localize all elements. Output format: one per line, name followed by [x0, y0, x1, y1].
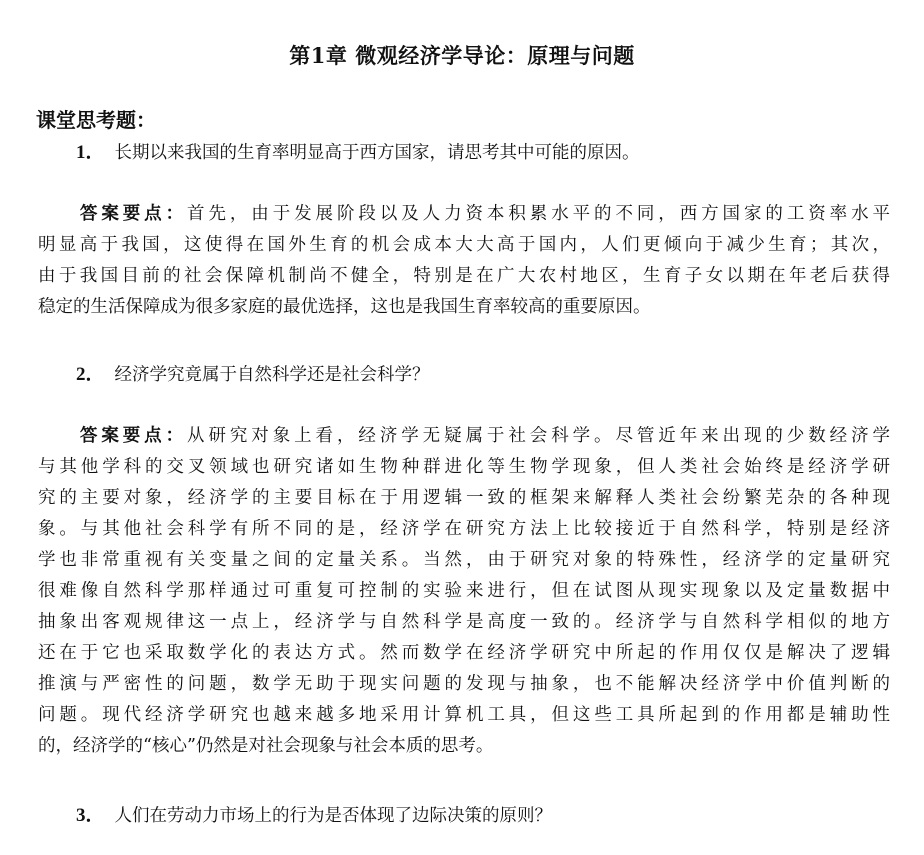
answer-line: 学也非常重视有关变量之间的定量关系。当然，由于研究对象的特殊性，经济学的定量研究: [38, 550, 890, 570]
chapter-title: 第1章 微观经济学导论：原理与问题: [289, 43, 635, 68]
answer-line: 很难像自然科学那样通过可重复可控制的实验来进行，但在试图从现实现象以及定量数据中: [38, 581, 890, 601]
answer-line: 象。与其他社会科学有所不同的是，经济学在研究方法上比较接近于自然科学，特别是经济: [38, 519, 890, 539]
question-1: [76, 140, 640, 166]
answer-label: 答案要点：: [76, 204, 188, 224]
question-number: 1．: [76, 142, 105, 163]
answer-line: 还在于它也采取数学化的表达方式。然而数学在经济学研究中所起的作用仅仅是解决了逻辑: [38, 643, 890, 663]
question-text: 长期以来我国的生育率明显高于西方国家，请思考其中可能的原因。: [114, 143, 640, 163]
answer-line: 答案要点：首先，由于发展阶段以及人力资本积累水平的不同，西方国家的工资率水平: [76, 204, 891, 224]
question-3: [76, 803, 552, 829]
answer-line: 推演与严密性的问题，数学无助于现实问题的发现与抽象，也不能解决经济学中价值判断的: [38, 674, 890, 694]
question-number: 2．: [76, 364, 105, 385]
answer-1: [38, 199, 890, 323]
answer-line: 由于我国目前的社会保障机制尚不健全，特别是在广大农村地区，生育子女以期在年老后获得: [38, 266, 890, 286]
question-2: [76, 362, 430, 388]
question-text: 人们在劳动力市场上的行为是否体现了边际决策的原则？: [114, 806, 553, 826]
answer-line: 稳定的生活保障成为很多家庭的最优选择，这也是我国生育率较高的重要原因。: [38, 297, 651, 317]
section-heading: 课堂思考题：: [36, 108, 156, 132]
answer-2: [38, 421, 890, 762]
answer-label: 答案要点：: [76, 426, 188, 446]
answer-line: 的，经济学的“核心”仍然是对社会现象与社会本质的思考。: [38, 736, 494, 756]
answer-line: 答案要点：从研究对象上看，经济学无疑属于社会科学。尽管近年来出现的少数经济学: [76, 426, 891, 446]
question-text: 经济学究竟属于自然科学还是社会科学？: [114, 365, 430, 385]
answer-line: 明显高于我国，这使得在国外生育的机会成本大大高于国内，人们更倾向于减少生育；其次，: [38, 235, 890, 255]
answer-line: 与其他学科的交叉领域也研究诸如生物种群进化等生物学现象，但人类社会始终是经济学研: [38, 457, 890, 477]
answer-line: 究的主要对象，经济学的主要目标在于用逻辑一致的框架来解释人类社会纷繁芜杂的各种现: [38, 488, 890, 508]
answer-line: 抽象出客观规律这一点上，经济学与自然科学是高度一致的。经济学与自然科学相似的地方: [38, 612, 890, 632]
answer-line: 问题。现代经济学研究也越来越多地采用计算机工具，但这些工具所起到的作用都是辅助性: [38, 705, 890, 725]
question-number: 3．: [76, 805, 105, 826]
